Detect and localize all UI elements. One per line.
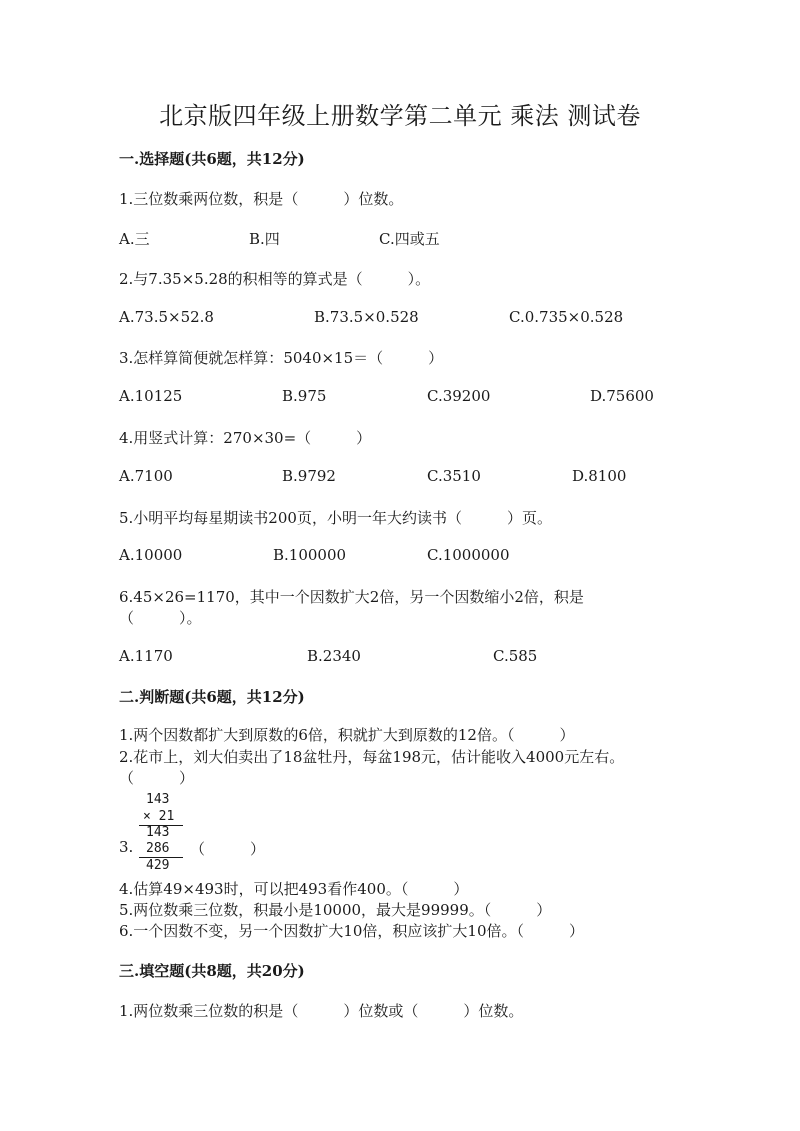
calc-partial-2: 286: [146, 841, 170, 856]
judge-question-3-number: 3.: [119, 838, 134, 856]
section-heading-fill: 三.填空题(共8题，共20分): [119, 962, 305, 980]
calc-multiplier: × 21: [143, 809, 175, 824]
choice-3-option-a: A.10125: [119, 387, 183, 405]
choice-6-option-a: A.1170: [119, 647, 173, 665]
judge-question-4: 4.估算49×493时，可以把493看作400。（ ）: [119, 880, 469, 898]
choice-question-1: 1.三位数乘两位数，积是（ ）位数。: [119, 190, 404, 208]
page-title: 北京版四年级上册数学第二单元 乘法 测试卷: [159, 102, 641, 130]
choice-2-option-c: C.0.735×0.528: [509, 308, 624, 326]
choice-3-option-d: D.75600: [590, 387, 654, 405]
choice-question-6: 6.45×26=1170，其中一个因数扩大2倍，另一个因数缩小2倍，积是: [119, 588, 584, 606]
calc-product: 429: [146, 858, 170, 873]
calc-partial-1: 143: [146, 825, 170, 840]
choice-question-5: 5.小明平均每星期读书200页，小明一年大约读书（ ）页。: [119, 509, 552, 527]
fill-question-1: 1.两位数乘三位数的积是（ ）位数或（ ）位数。: [119, 1002, 524, 1020]
choice-question-6-cont: （ ）。: [119, 609, 202, 627]
judge-question-2: 2.花市上，刘大伯卖出了18盆牡丹，每盆198元，估计能收入4000元左右。: [119, 748, 625, 766]
choice-6-option-b: B.2340: [307, 647, 361, 665]
judge-question-1: 1.两个因数都扩大到原数的6倍，积就扩大到原数的12倍。（ ）: [119, 726, 575, 744]
choice-4-option-d: D.8100: [572, 467, 627, 485]
choice-question-4: 4.用竖式计算：270×30=（ ）: [119, 429, 372, 447]
choice-5-option-c: C.1000000: [427, 546, 510, 564]
choice-6-option-c: C.585: [493, 647, 538, 665]
judge-question-2-cont: （ ）: [119, 769, 195, 787]
choice-1-option-a: A.三: [119, 230, 150, 248]
calc-multiplicand: 143: [146, 792, 170, 807]
choice-4-option-a: A.7100: [119, 467, 173, 485]
judge-question-5: 5.两位数乘三位数，积最小是10000，最大是99999。（ ）: [119, 901, 552, 919]
choice-2-option-b: B.73.5×0.528: [314, 308, 419, 326]
judge-question-3-blank: （ ）: [190, 840, 266, 858]
choice-4-option-c: C.3510: [427, 467, 481, 485]
section-heading-choice: 一.选择题(共6题，共12分): [119, 150, 305, 168]
choice-question-3: 3.怎样算简便就怎样算：5040×15＝（ ）: [119, 349, 444, 367]
choice-5-option-b: B.100000: [273, 546, 347, 564]
choice-3-option-c: C.39200: [427, 387, 491, 405]
judge-question-6: 6.一个因数不变，另一个因数扩大10倍，积应该扩大10倍。（ ）: [119, 922, 584, 940]
choice-2-option-a: A.73.5×52.8: [119, 308, 214, 326]
choice-3-option-b: B.975: [282, 387, 327, 405]
choice-1-option-b: B.四: [249, 230, 280, 248]
choice-1-option-c: C.四或五: [379, 230, 440, 248]
section-heading-judge: 二.判断题(共6题，共12分): [119, 688, 305, 706]
choice-5-option-a: A.10000: [119, 546, 183, 564]
choice-4-option-b: B.9792: [282, 467, 336, 485]
choice-question-2: 2.与7.35×5.28的积相等的算式是（ ）。: [119, 270, 431, 288]
